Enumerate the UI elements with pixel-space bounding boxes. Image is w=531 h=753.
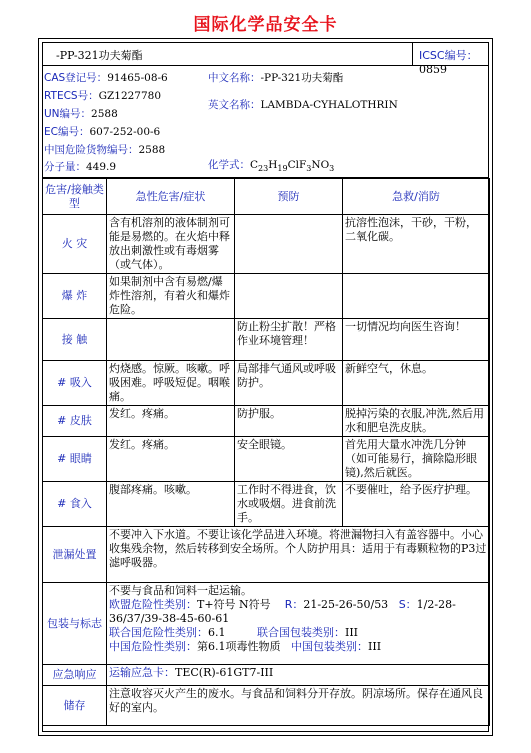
rtecs-line xyxy=(44,88,161,103)
icsc-label: ICSC编号： xyxy=(419,49,478,62)
row-type: # 眼睛 xyxy=(43,437,107,482)
chemical-name: -PP-321功夫菊酯 xyxy=(56,49,143,62)
en-name-value: LAMBDA-CYHALOTHRIN xyxy=(260,99,398,111)
packaging-eu-line xyxy=(109,598,487,626)
s-value: 1/2-28-36/37/39-38-45-60-61 xyxy=(109,598,456,625)
row-prevention xyxy=(235,274,343,319)
storage-row xyxy=(43,686,490,726)
row-aid: 一切情况均向医生咨询！ xyxy=(343,319,490,361)
row-hazard xyxy=(107,319,235,361)
table-row xyxy=(43,319,490,361)
un-pack-label: 联合国包装类别： xyxy=(256,626,345,639)
table-header-row xyxy=(43,179,490,215)
row-prevention: 工作时不得进食，饮水或吸烟。进食前洗手。 xyxy=(235,482,343,527)
cas-line xyxy=(44,70,168,85)
row-aid: 抗溶性泡沫，干砂，干粉，二氧化碳。 xyxy=(343,215,490,274)
row-prevention: 防止粉尘扩散！严格作业环境管理！ xyxy=(235,319,343,361)
spill-row xyxy=(43,527,490,583)
cn-pack-value: III xyxy=(368,640,382,653)
header-type: 危害/接触类型 xyxy=(43,179,107,215)
cn-dg-value: 2588 xyxy=(138,144,166,156)
ec-value: 607-252-00-6 xyxy=(89,126,161,138)
en-name-line xyxy=(208,97,398,112)
row-hazard: 灼烧感。惊厥。咳嗽。呼吸困难。呼吸短促。咽喉痛。 xyxy=(107,361,235,406)
header-row xyxy=(42,42,489,76)
row-type: 爆 炸 xyxy=(43,274,107,319)
spill-text: 不要冲入下水道。不要让该化学品进入环境。将泄漏物扫入有盖容器中。小心收集残余物，然后转移到安全场所。个人防护用具：适用于有毒颗粒物的P3过滤呼吸器。 xyxy=(107,527,490,583)
mw-value: 449.9 xyxy=(86,161,117,173)
packaging-type: 包装与标志 xyxy=(43,583,107,665)
header-prevention: 预防 xyxy=(235,179,343,215)
cas-label: CAS登记号： xyxy=(44,72,108,84)
eu-value: T+符号 N符号 xyxy=(197,598,271,611)
storage-type: 储存 xyxy=(43,686,107,726)
row-aid: 新鲜空气，休息。 xyxy=(343,361,490,406)
table-row xyxy=(43,437,490,482)
row-type: 接 触 xyxy=(43,319,107,361)
emergency-content xyxy=(107,665,490,686)
packaging-row xyxy=(43,583,490,665)
eu-label: 欧盟危险性类别： xyxy=(109,598,197,611)
un-line xyxy=(44,106,118,121)
formula-no: NO xyxy=(311,159,330,171)
spill-type: 泄漏处置 xyxy=(43,527,107,583)
table-row xyxy=(43,361,490,406)
header-hazard: 急性危害/症状 xyxy=(107,179,235,215)
cas-value: 91465-08-6 xyxy=(107,72,168,84)
formula-h: H xyxy=(268,159,278,171)
r-value: 21-25-26-50/53 xyxy=(303,598,389,611)
s-label: S： xyxy=(398,598,417,611)
row-hazard: 发红。疼痛。 xyxy=(107,437,235,482)
table-row xyxy=(43,274,490,319)
card-title: 国际化学品安全卡 xyxy=(193,15,338,35)
table-row xyxy=(43,215,490,274)
cn-dg-label: 中国危险货物编号： xyxy=(44,144,139,156)
row-prevention: 安全眼镜。 xyxy=(235,437,343,482)
table-row xyxy=(43,406,490,437)
cn-dg-line xyxy=(44,142,165,157)
packaging-cn-line xyxy=(109,640,487,654)
row-type: # 皮肤 xyxy=(43,406,107,437)
formula-c: C xyxy=(250,159,259,171)
header-divider xyxy=(412,42,413,65)
r-label: R： xyxy=(284,598,304,611)
formula-c-count: 23 xyxy=(258,164,269,174)
row-prevention xyxy=(235,215,343,274)
packaging-content xyxy=(107,583,490,665)
icsc-value: 0859 xyxy=(419,63,447,76)
rtecs-label: RTECS号： xyxy=(44,90,99,102)
row-aid: 脱掉污染的衣服,冲洗,然后用水和肥皂洗皮肤。 xyxy=(343,406,490,437)
packaging-line1: 不要与食品和饲料一起运输。 xyxy=(109,584,252,597)
formula-line xyxy=(208,157,334,173)
formula-f-count: 3 xyxy=(306,164,312,174)
row-type: 火 灾 xyxy=(43,215,107,274)
formula-clf: ClF xyxy=(287,159,307,171)
emergency-value: TEC(R)-61GT7-III xyxy=(175,666,274,679)
row-type: # 吸入 xyxy=(43,361,107,406)
mw-label: 分子量： xyxy=(44,161,86,173)
hazard-table xyxy=(42,178,490,726)
mw-line xyxy=(44,159,116,174)
cn-name-value: -PP-321功夫菊酯 xyxy=(260,72,344,84)
table-row xyxy=(43,482,490,527)
packaging-un-line xyxy=(109,626,487,640)
formula-h-count: 19 xyxy=(277,164,288,174)
row-aid xyxy=(343,274,490,319)
emergency-label: 运输应急卡： xyxy=(109,666,175,679)
cn-class-value: 第6.1项毒性物质 xyxy=(197,640,281,653)
un-value: 2588 xyxy=(91,108,118,120)
un-class-label: 联合国危险性类别： xyxy=(109,626,208,639)
ec-label: EC编号： xyxy=(44,126,90,138)
rtecs-value: GZ1227780 xyxy=(98,90,162,102)
cn-class-label: 中国危险性类别： xyxy=(109,640,197,653)
emergency-row xyxy=(43,665,490,686)
formula-o-count: 3 xyxy=(329,164,335,174)
en-name-label: 英文名称： xyxy=(208,99,261,111)
cn-pack-label: 中国包装类别： xyxy=(291,640,368,653)
header-first-aid: 急救/消防 xyxy=(343,179,490,215)
row-aid: 首先用大量水冲洗几分钟（如可能易行，摘除隐形眼镜),然后就医。 xyxy=(343,437,490,482)
row-hazard: 发红。疼痛。 xyxy=(107,406,235,437)
ec-line xyxy=(44,124,160,139)
row-hazard: 含有机溶剂的液体制剂可能是易燃的。在火焰中释放出刺激性或有毒烟雾（或气体）。 xyxy=(107,215,235,274)
row-aid: 不要催吐，给予医疗护理。 xyxy=(343,482,490,527)
un-class-value: 6.1 xyxy=(208,626,226,639)
formula-label: 化学式： xyxy=(208,159,250,171)
row-prevention: 局部排气通风或呼吸防护。 xyxy=(235,361,343,406)
row-prevention: 防护服。 xyxy=(235,406,343,437)
cn-name-line xyxy=(208,70,343,85)
storage-text: 注意收容灭火产生的废水。与食品和饲料分开存放。阴凉场所。保存在通风良好的室内。 xyxy=(107,686,490,726)
emergency-type: 应急响应 xyxy=(43,665,107,686)
row-type: # 食入 xyxy=(43,482,107,527)
cn-name-label: 中文名称： xyxy=(208,72,261,84)
row-hazard: 如果制剂中含有易燃/爆炸性溶剂，有着火和爆炸危险。 xyxy=(107,274,235,319)
row-hazard: 腹部疼痛。咳嗽。 xyxy=(107,482,235,527)
un-label: UN编号： xyxy=(44,108,92,120)
un-pack-value: III xyxy=(344,626,359,639)
